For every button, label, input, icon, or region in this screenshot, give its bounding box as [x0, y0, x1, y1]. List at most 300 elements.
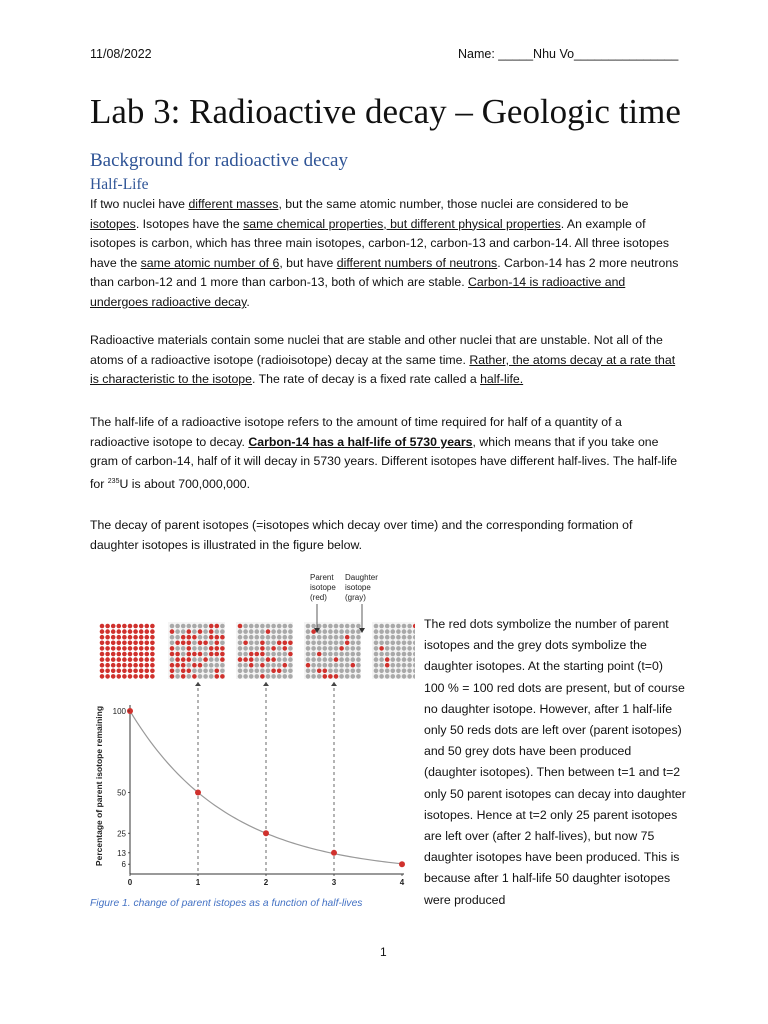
daughter-dot	[238, 635, 243, 640]
daughter-dot	[385, 674, 390, 679]
daughter-dot	[379, 629, 384, 634]
parent-dot	[100, 657, 105, 662]
daughter-dot	[345, 657, 350, 662]
parent-dot	[277, 641, 282, 646]
daughter-dot	[402, 635, 407, 640]
daughter-dot	[317, 663, 322, 668]
parent-dot	[198, 663, 203, 668]
daughter-dot	[283, 657, 288, 662]
daughter-dot	[311, 646, 316, 651]
parent-dot	[260, 641, 265, 646]
parent-dot	[150, 657, 155, 662]
daughter-dot	[243, 646, 248, 651]
daughter-dot	[266, 652, 271, 657]
parent-dot	[100, 629, 105, 634]
decay-figure	[80, 566, 415, 902]
parent-dot	[192, 635, 197, 640]
daughter-dot	[192, 624, 197, 629]
daughter-dot	[277, 663, 282, 668]
daughter-dot	[396, 641, 401, 646]
daughter-dot	[407, 674, 412, 679]
daughter-dot	[181, 646, 186, 651]
y-tick-label: 50	[117, 788, 126, 798]
parent-dot	[145, 652, 150, 657]
parent-dot	[220, 646, 225, 651]
daughter-dot	[271, 641, 276, 646]
daughter-dot	[379, 624, 384, 629]
parent-dot	[283, 641, 288, 646]
parent-dot	[105, 629, 110, 634]
daughter-dot	[260, 669, 265, 674]
data-point-1	[195, 790, 201, 796]
daughter-dot	[288, 629, 293, 634]
daughter-dot	[334, 646, 339, 651]
daughter-dot	[391, 657, 396, 662]
daughter-dot	[317, 624, 322, 629]
daughter-dot	[170, 657, 175, 662]
daughter-dot	[198, 657, 203, 662]
daughter-dot	[288, 646, 293, 651]
daughter-dot	[374, 646, 379, 651]
svg-text:Daughter: Daughter	[345, 573, 378, 582]
x-tick-label: 4	[399, 878, 405, 887]
parent-dot	[175, 641, 180, 646]
daughter-dot	[192, 646, 197, 651]
daughter-dot	[407, 663, 412, 668]
parent-dot	[260, 652, 265, 657]
daughter-dot	[328, 669, 333, 674]
parent-dot	[203, 641, 208, 646]
parent-dot	[238, 657, 243, 662]
daughter-dot	[277, 629, 282, 634]
y-tick-label: 25	[117, 829, 126, 839]
daughter-dot	[260, 635, 265, 640]
daughter-dot	[249, 624, 254, 629]
parent-dot	[266, 629, 271, 634]
daughter-dot	[374, 663, 379, 668]
parent-dot	[133, 635, 138, 640]
parent-dot	[122, 646, 127, 651]
parent-dot	[122, 669, 127, 674]
parent-dot	[150, 624, 155, 629]
daughter-dot	[391, 641, 396, 646]
parent-dot	[100, 624, 105, 629]
daughter-dot	[385, 652, 390, 657]
daughter-dot	[351, 629, 356, 634]
parent-dot	[111, 629, 116, 634]
daughter-dot	[311, 663, 316, 668]
daughter-dot	[379, 641, 384, 646]
x-tick-label: 0	[127, 878, 133, 887]
parent-dot	[170, 669, 175, 674]
daughter-dot	[339, 652, 344, 657]
student-name-line: Name: _____Nhu Vo_______________	[458, 47, 679, 61]
daughter-dot	[271, 635, 276, 640]
parent-dot	[317, 669, 322, 674]
daughter-dot	[356, 674, 361, 679]
daughter-dot	[255, 641, 260, 646]
parent-dot	[128, 657, 133, 662]
parent-dot	[139, 669, 144, 674]
parent-dot	[209, 646, 214, 651]
parent-dot	[150, 635, 155, 640]
parent-dot	[111, 663, 116, 668]
parent-dot	[192, 663, 197, 668]
daughter-dot	[328, 652, 333, 657]
daughter-dot	[345, 646, 350, 651]
parent-dot	[105, 674, 110, 679]
parent-dot	[271, 657, 276, 662]
daughter-dot	[374, 635, 379, 640]
daughter-dot	[260, 624, 265, 629]
daughter-dot	[374, 674, 379, 679]
page-title: Lab 3: Radioactive decay – Geologic time	[90, 92, 681, 131]
daughter-dot	[198, 635, 203, 640]
daughter-dot	[396, 646, 401, 651]
daughter-dot	[249, 641, 254, 646]
parent-dot	[145, 635, 150, 640]
parent-dot	[105, 657, 110, 662]
daughter-dot	[238, 663, 243, 668]
parent-dot	[170, 646, 175, 651]
parent-dot	[334, 674, 339, 679]
parent-dot	[187, 646, 192, 651]
daughter-dot	[260, 629, 265, 634]
daughter-dot	[402, 629, 407, 634]
daughter-dot	[351, 669, 356, 674]
daughter-dot	[175, 629, 180, 634]
parent-dot	[128, 674, 133, 679]
daughter-dot	[407, 629, 412, 634]
daughter-dot	[243, 635, 248, 640]
daughter-dot	[317, 646, 322, 651]
parent-dot	[139, 646, 144, 651]
daughter-dot	[407, 652, 412, 657]
daughter-dot	[379, 652, 384, 657]
daughter-dot	[396, 629, 401, 634]
paragraph-half-life: The half-life of a radioactive isotope refers to the amount of time required for half of a quantity of a radioactive isotope to decay. Carbon-14 has a half-life of 5730 years, which means that if you take one gram of carbon-14, half of it will decay in 5730 years. Different isotopes have different half-lives. The half-life for $^{235}$U is about 700,000,000.	[90, 415, 678, 491]
parent-dot	[128, 646, 133, 651]
daughter-dot	[323, 652, 328, 657]
parent-dot	[100, 663, 105, 668]
daughter-dot	[238, 674, 243, 679]
parent-dot	[220, 657, 225, 662]
daughter-dot	[328, 641, 333, 646]
daughter-dot	[255, 669, 260, 674]
daughter-dot	[374, 641, 379, 646]
parent-dot	[145, 629, 150, 634]
paragraph-isotopes: If two nuclei have different masses, but the same atomic number, those nuclei are considered to be isotopes. Isotopes have the same chemical properties, but different physical properties. An example of isotopes is carbon, which has three main isotopes, carbon-12, carbon-13 and carbon-14. All three isotopes have the same atomic number of 6, but have different numbers of neutrons. Carbon-14 has 2 more neutrons than carbon-12 and 1 more than carbon-13, both of which are stable. Carbon-14 is radioactive and undergoes radioactive decay.	[90, 197, 679, 309]
daughter-dot	[238, 629, 243, 634]
parent-dot	[139, 652, 144, 657]
daughter-dot	[215, 629, 220, 634]
daughter-dot	[249, 635, 254, 640]
daughter-dot	[317, 657, 322, 662]
daughter-dot	[356, 646, 361, 651]
parent-dot	[139, 663, 144, 668]
daughter-dot	[317, 635, 322, 640]
daughter-dot	[356, 641, 361, 646]
dot-grid-4	[372, 622, 415, 679]
daughter-dot	[181, 652, 186, 657]
parent-dot	[351, 663, 356, 668]
parent-dot	[139, 624, 144, 629]
daughter-dot	[391, 624, 396, 629]
parent-dot	[150, 669, 155, 674]
daughter-dot	[311, 635, 316, 640]
daughter-dot	[311, 652, 316, 657]
daughter-dot	[266, 641, 271, 646]
daughter-dot	[215, 663, 220, 668]
daughter-dot	[391, 629, 396, 634]
daughter-dot	[402, 624, 407, 629]
daughter-dot	[203, 652, 208, 657]
daughter-dot	[175, 674, 180, 679]
daughter-dot	[266, 663, 271, 668]
data-point-3	[331, 850, 337, 856]
parent-dot	[111, 652, 116, 657]
daughter-dot	[356, 635, 361, 640]
parent-dot	[105, 663, 110, 668]
parent-dot	[122, 674, 127, 679]
parent-dot	[220, 652, 225, 657]
daughter-dot	[351, 624, 356, 629]
daughter-dot	[328, 663, 333, 668]
daughter-dot	[288, 669, 293, 674]
parent-dot	[192, 652, 197, 657]
parent-dot	[128, 629, 133, 634]
page-number: 1	[380, 945, 387, 959]
daughter-dot	[351, 652, 356, 657]
daughter-dot	[306, 657, 311, 662]
daughter-dot	[198, 624, 203, 629]
parent-dot	[105, 669, 110, 674]
parent-dot	[260, 646, 265, 651]
daughter-dot	[255, 674, 260, 679]
daughter-dot	[260, 657, 265, 662]
parent-dot	[385, 663, 390, 668]
parent-dot	[187, 652, 192, 657]
daughter-dot	[345, 674, 350, 679]
parent-dot	[133, 652, 138, 657]
daughter-dot	[203, 646, 208, 651]
parent-dot	[170, 663, 175, 668]
parent-dot	[181, 674, 186, 679]
daughter-dot	[351, 657, 356, 662]
parent-dot	[100, 674, 105, 679]
parent-dot	[243, 657, 248, 662]
daughter-dot	[311, 674, 316, 679]
daughter-dot	[220, 629, 225, 634]
dot-grid-0	[98, 622, 155, 679]
daughter-dot	[339, 624, 344, 629]
daughter-dot	[255, 646, 260, 651]
parent-dot	[105, 635, 110, 640]
svg-text:(red): (red)	[310, 593, 327, 602]
daughter-dot	[255, 635, 260, 640]
parent-dot	[260, 674, 265, 679]
daughter-dot	[339, 663, 344, 668]
daughter-dot	[203, 635, 208, 640]
parent-dot	[122, 641, 127, 646]
daughter-dot	[351, 674, 356, 679]
parent-dot	[187, 641, 192, 646]
daughter-dot	[334, 629, 339, 634]
daughter-dot	[396, 652, 401, 657]
parent-dot	[117, 624, 122, 629]
parent-dot	[215, 669, 220, 674]
daughter-dot	[220, 641, 225, 646]
daughter-dot	[379, 674, 384, 679]
parent-dot	[150, 663, 155, 668]
daughter-dot	[170, 635, 175, 640]
paragraph-figure-intro: The decay of parent isotopes (=isotopes which decay over time) and the corresponding formation of daughter isotopes is illustrated in the figure below.	[90, 518, 633, 552]
parent-dot	[145, 669, 150, 674]
daughter-dot	[306, 674, 311, 679]
daughter-dot	[407, 624, 412, 629]
daughter-dot	[339, 641, 344, 646]
parent-dot	[128, 624, 133, 629]
daughter-dot	[396, 663, 401, 668]
daughter-dot	[311, 624, 316, 629]
daughter-dot	[271, 652, 276, 657]
legend-parent-label	[310, 573, 336, 602]
parent-dot	[323, 669, 328, 674]
parent-dot	[111, 657, 116, 662]
daughter-dot	[402, 674, 407, 679]
daughter-dot	[243, 652, 248, 657]
daughter-dot	[203, 624, 208, 629]
parent-dot	[150, 646, 155, 651]
daughter-dot	[187, 674, 192, 679]
daughter-dot	[283, 652, 288, 657]
daughter-dot	[328, 624, 333, 629]
document-date: 11/08/2022	[90, 47, 152, 61]
parent-dot	[170, 674, 175, 679]
daughter-dot	[198, 674, 203, 679]
parent-dot	[238, 624, 243, 629]
daughter-dot	[243, 624, 248, 629]
daughter-dot	[345, 629, 350, 634]
parent-dot	[105, 641, 110, 646]
daughter-dot	[402, 646, 407, 651]
daughter-dot	[374, 652, 379, 657]
daughter-dot	[249, 646, 254, 651]
daughter-dot	[288, 657, 293, 662]
guide-arrowhead	[195, 682, 201, 686]
daughter-dot	[266, 674, 271, 679]
parent-dot	[271, 669, 276, 674]
daughter-dot	[243, 629, 248, 634]
parent-dot	[145, 641, 150, 646]
daughter-dot	[271, 629, 276, 634]
paragraph-radioactive-materials: Radioactive materials contain some nuclei that are stable and other nuclei that are unstable. Not all of the atoms of a radioactive isotope (radioisotope) decay at the same time. Rather, the atoms decay at a rate that is characteristic to the isotope. The rate of decay is a fixed rate called a half-life.	[90, 333, 676, 387]
parent-dot	[175, 663, 180, 668]
parent-dot	[128, 663, 133, 668]
parent-dot	[133, 657, 138, 662]
daughter-dot	[243, 674, 248, 679]
daughter-dot	[391, 674, 396, 679]
daughter-dot	[175, 669, 180, 674]
parent-dot	[220, 635, 225, 640]
parent-dot	[187, 635, 192, 640]
parent-dot	[271, 646, 276, 651]
parent-dot	[150, 641, 155, 646]
daughter-dot	[271, 674, 276, 679]
parent-dot	[198, 629, 203, 634]
daughter-dot	[277, 674, 282, 679]
parent-dot	[345, 641, 350, 646]
parent-dot	[215, 646, 220, 651]
parent-dot	[255, 652, 260, 657]
parent-dot	[288, 641, 293, 646]
parent-dot	[306, 663, 311, 668]
parent-dot	[139, 629, 144, 634]
parent-dot	[117, 646, 122, 651]
parent-dot	[175, 657, 180, 662]
data-point-2	[263, 830, 269, 836]
daughter-dot	[379, 669, 384, 674]
daughter-dot	[175, 624, 180, 629]
parent-dot	[334, 657, 339, 662]
daughter-dot	[402, 663, 407, 668]
daughter-dot	[175, 646, 180, 651]
daughter-dot	[339, 657, 344, 662]
parent-dot	[139, 635, 144, 640]
daughter-dot	[379, 657, 384, 662]
parent-dot	[139, 657, 144, 662]
parent-dot	[266, 657, 271, 662]
daughter-dot	[407, 669, 412, 674]
daughter-dot	[385, 669, 390, 674]
daughter-dot	[238, 669, 243, 674]
daughter-dot	[266, 646, 271, 651]
parent-dot	[170, 629, 175, 634]
daughter-dot	[255, 629, 260, 634]
daughter-dot	[220, 669, 225, 674]
daughter-dot	[334, 652, 339, 657]
daughter-dot	[356, 663, 361, 668]
daughter-dot	[407, 641, 412, 646]
daughter-dot	[385, 646, 390, 651]
x-tick-label: 3	[331, 878, 337, 887]
parent-dot	[122, 635, 127, 640]
daughter-dot	[277, 635, 282, 640]
daughter-dot	[283, 669, 288, 674]
daughter-dot	[203, 674, 208, 679]
daughter-dot	[198, 669, 203, 674]
isotope-dot-grids	[98, 622, 415, 679]
daughter-dot	[170, 624, 175, 629]
parent-dot	[117, 641, 122, 646]
daughter-dot	[334, 624, 339, 629]
parent-dot	[249, 652, 254, 657]
parent-dot	[145, 624, 150, 629]
parent-dot	[181, 669, 186, 674]
parent-dot	[215, 624, 220, 629]
daughter-dot	[374, 669, 379, 674]
svg-text:Parent: Parent	[310, 573, 334, 582]
daughter-dot	[396, 635, 401, 640]
daughter-dot	[328, 635, 333, 640]
daughter-dot	[323, 624, 328, 629]
daughter-dot	[396, 669, 401, 674]
daughter-dot	[374, 629, 379, 634]
daughter-dot	[209, 641, 214, 646]
parent-dot	[215, 635, 220, 640]
parent-dot	[122, 629, 127, 634]
y-tick-label: 13	[117, 848, 126, 858]
